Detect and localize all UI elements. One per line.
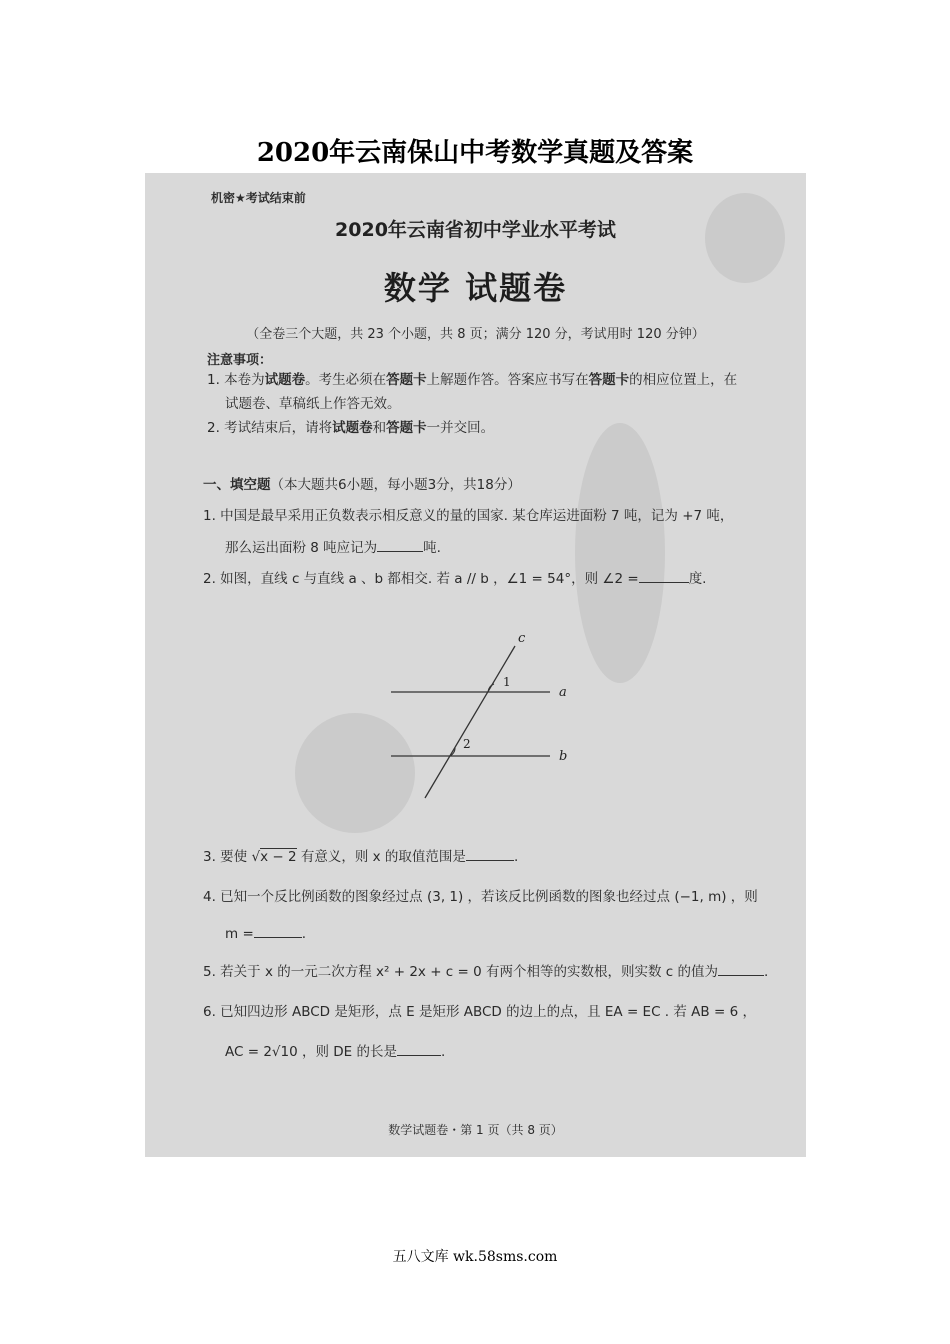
answer-blank xyxy=(718,963,764,976)
answer-blank xyxy=(397,1043,441,1056)
site-footer[interactable]: 五八文库 wk.58sms.com xyxy=(392,1249,558,1265)
question-2: 2. 如图，直线 c 与直线 a 、b 都相交. 若 a // b ，∠1 = 54°，则 ∠2 = 度. xyxy=(203,571,707,587)
exam-title: 2020年云南省初中学业水平考试 xyxy=(335,219,616,241)
label-angle-2: 2 xyxy=(463,737,471,751)
answer-blank xyxy=(639,570,689,583)
question-4-line-1: 4. 已知一个反比例函数的图象经过点 (3, 1) ，若该反比例函数的图象也经过点 (−1, m) ，则 xyxy=(203,889,758,905)
exam-paper-photo xyxy=(145,173,806,1157)
line-c xyxy=(425,646,515,798)
bleed-through-shadow xyxy=(575,423,665,683)
notice-item-1-cont: 试题卷、草稿纸上作答无效。 xyxy=(225,396,401,412)
notice-item-2: 2. 考试结束后，请将试题卷和答题卡一并交回。 xyxy=(207,420,495,436)
document-title: 2020年云南保山中考数学真题及答案 xyxy=(256,138,694,168)
question-6-line-2: AC = 2√10 ，则 DE 的长是 . xyxy=(225,1044,446,1060)
question-1-line-1: 1. 中国是最早采用正负数表示相反意义的量的国家. 某仓库运进面粉 7 吨，记为 +7 吨， xyxy=(203,508,734,524)
label-b: b xyxy=(559,749,568,764)
notice-heading: 注意事项： xyxy=(207,353,273,368)
parallel-lines-figure xyxy=(385,628,585,808)
paper-footer: 数学试题卷・第 1 页（共 8 页） xyxy=(388,1123,563,1137)
question-1-line-2: 那么运出面粉 8 吨应记为 吨. xyxy=(225,540,441,556)
label-c: c xyxy=(518,631,526,646)
sqrt-expression: √x − 2 xyxy=(251,849,297,865)
label-a: a xyxy=(559,685,567,700)
section-1-heading: 一、填空题（本大题共6小题，每小题3分，共18分） xyxy=(203,477,521,493)
answer-blank xyxy=(377,539,423,552)
label-angle-1: 1 xyxy=(503,675,511,689)
subject-title: 数学 试题卷 xyxy=(383,269,568,307)
question-4-line-2: m = . xyxy=(225,926,307,942)
question-5: 5. 若关于 x 的一元二次方程 x² + 2x + c = 0 有两个相等的实数根，则实数 c 的值为 . xyxy=(203,964,769,980)
confidential-mark: 机密★考试结束前 xyxy=(211,191,306,205)
notice-item-1: 1. 本卷为试题卷。考生必须在答题卡上解题作答。答案应书写在答题卡的相应位置上，在 xyxy=(207,372,738,388)
question-6-line-1: 6. 已知四边形 ABCD 是矩形，点 E 是矩形 ABCD 的边上的点，且 EA = EC . 若 AB = 6 ， xyxy=(203,1004,756,1020)
answer-blank xyxy=(254,925,302,938)
answer-blank xyxy=(466,848,514,861)
exam-info: （全卷三个大题，共 23 个小题，共 8 页；满分 120 分，考试用时 120 分钟） xyxy=(246,327,705,342)
question-3: 3. 要使 √x − 2 有意义，则 x 的取值范围是 . xyxy=(203,849,519,865)
